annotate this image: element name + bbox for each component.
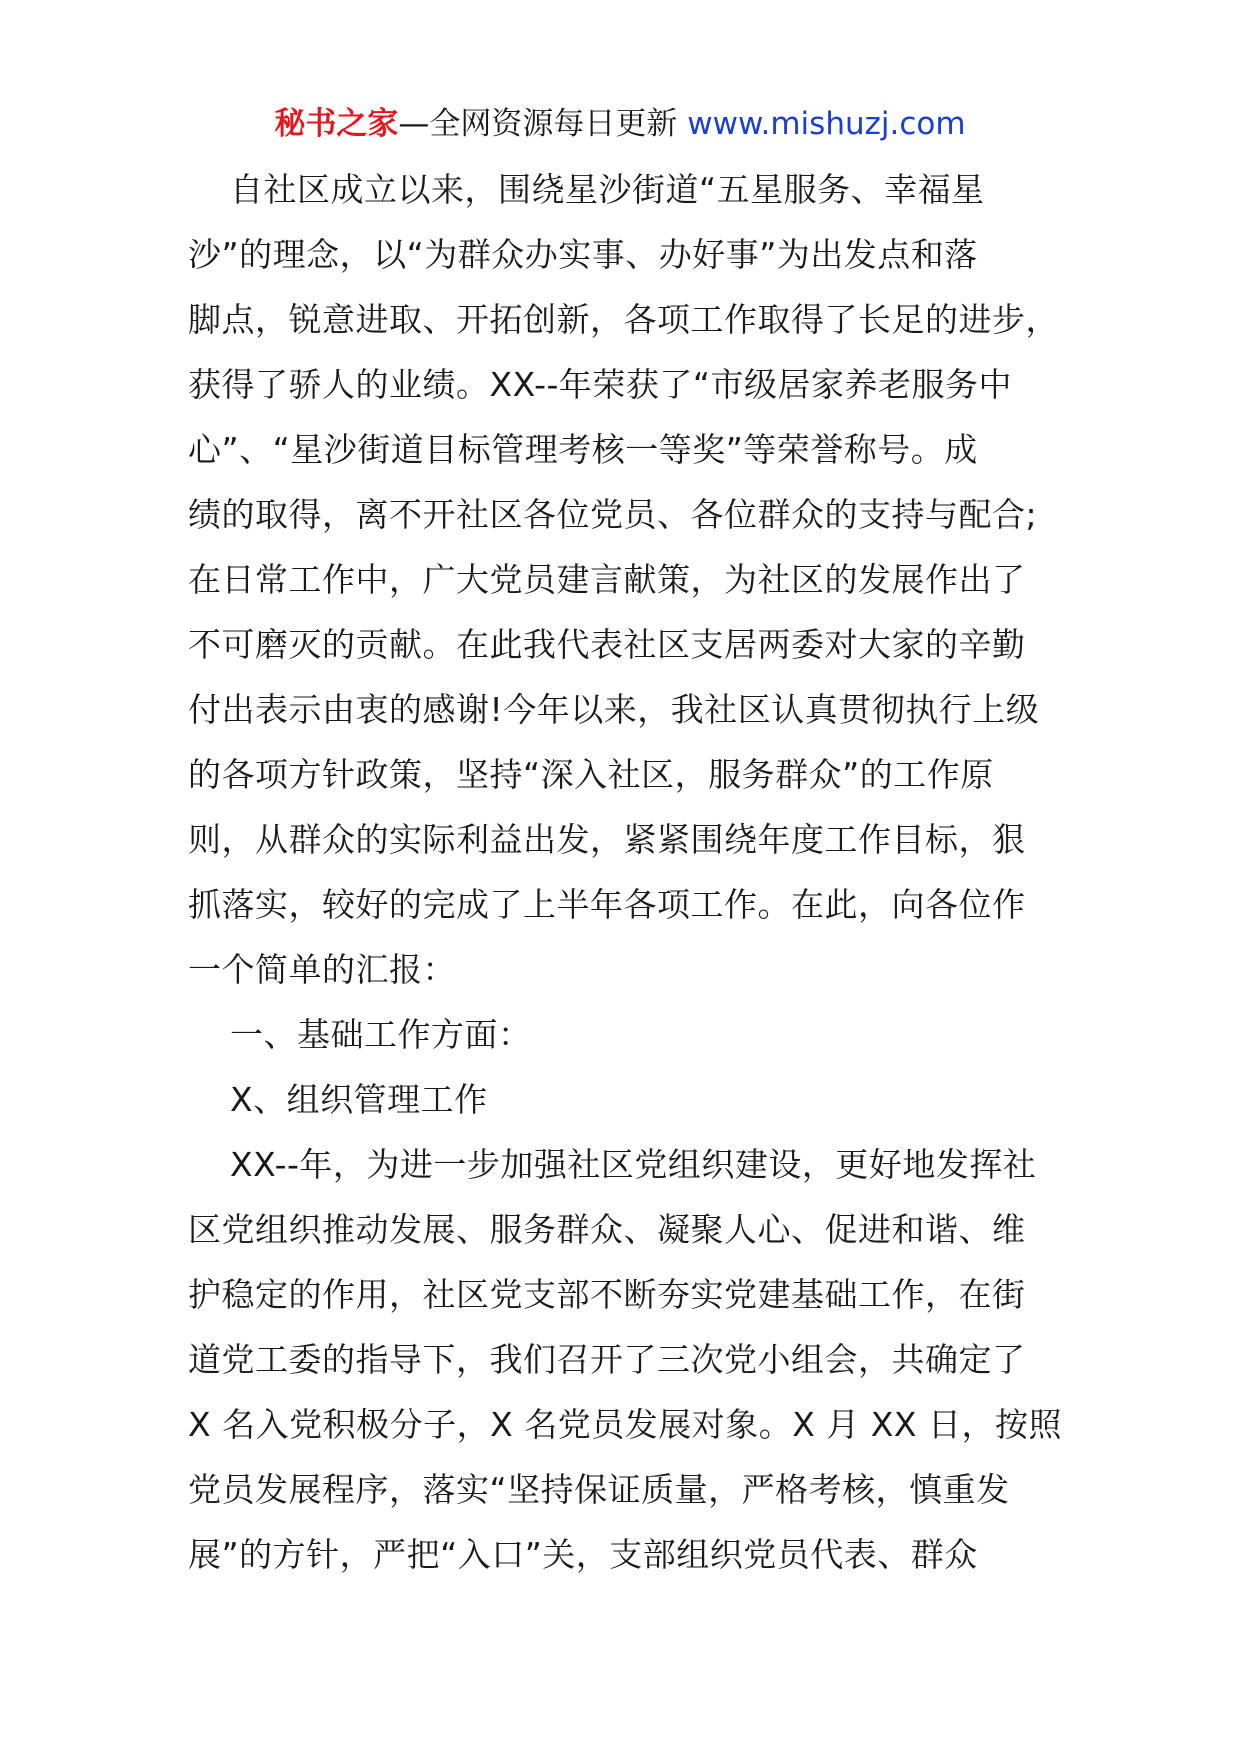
paragraph-line: XX--年，为进一步加强社区党组织建设，更好地发挥社: [230, 1145, 1037, 1184]
paragraph-line: 不可磨灭的贡献。在此我代表社区支居两委对大家的辛勤: [188, 625, 1026, 664]
paragraph-line: 的各项方针政策，坚持“深入社区，服务群众”的工作原: [188, 755, 994, 794]
paragraph-line: 抓落实，较好的完成了上半年各项工作。在此，向各位作: [188, 885, 1026, 924]
section-heading: 一、基础工作方面：: [230, 1015, 532, 1054]
paragraph-line: 则，从群众的实际利益出发，紧紧围绕年度工作目标，狠: [188, 820, 1026, 859]
brand-name: 秘书之家: [274, 106, 399, 142]
paragraph-line: 党员发展程序，落实“坚持保证质量，严格考核，慎重发: [188, 1470, 1010, 1509]
paragraph-line: 展”的方针，严把“入口”关，支部组织党员代表、群众: [188, 1535, 978, 1574]
site-url[interactable]: www.mishuzj.com: [687, 106, 966, 142]
paragraph-line: 区党组织推动发展、服务群众、凝聚人心、促进和谐、维: [188, 1210, 1026, 1249]
paragraph-line: 付出表示由衷的感谢!今年以来，我社区认真贯彻执行上级: [188, 690, 1040, 729]
paragraph-line: 在日常工作中，广大党员建言献策，为社区的发展作出了: [188, 560, 1026, 599]
paragraph-line: 护稳定的作用，社区党支部不断夯实党建基础工作，在街: [188, 1275, 1026, 1314]
subsection-heading: X、组织管理工作: [230, 1080, 488, 1119]
document-body: [188, 164, 1068, 1594]
paragraph-line: X 名入党积极分子，X 名党员发展对象。X 月 XX 日，按照: [188, 1405, 1062, 1444]
paragraph-line: 自社区成立以来，围绕星沙街道“五星服务、幸福星: [230, 170, 985, 209]
paragraph-line: 道党工委的指导下，我们召开了三次党小组会，共确定了: [188, 1340, 1026, 1379]
paragraph-line: 心”、“星沙街道目标管理考核一等奖”等荣誉称号。成: [188, 430, 978, 469]
paragraph-line: 脚点，锐意进取、开拓创新，各项工作取得了长足的进步，: [188, 300, 1059, 339]
page-header: [0, 104, 1240, 144]
paragraph-line: 沙”的理念，以“为群众办实事、办好事”为出发点和落: [188, 235, 978, 274]
header-tagline: —全网资源每日更新: [398, 106, 678, 142]
paragraph-line: 一个简单的汇报：: [188, 950, 456, 989]
paragraph-line: 获得了骄人的业绩。XX--年荣获了“市级居家养老服务中: [188, 365, 1012, 404]
paragraph-line: 绩的取得，离不开社区各位党员、各位群众的支持与配合;: [188, 495, 1038, 534]
